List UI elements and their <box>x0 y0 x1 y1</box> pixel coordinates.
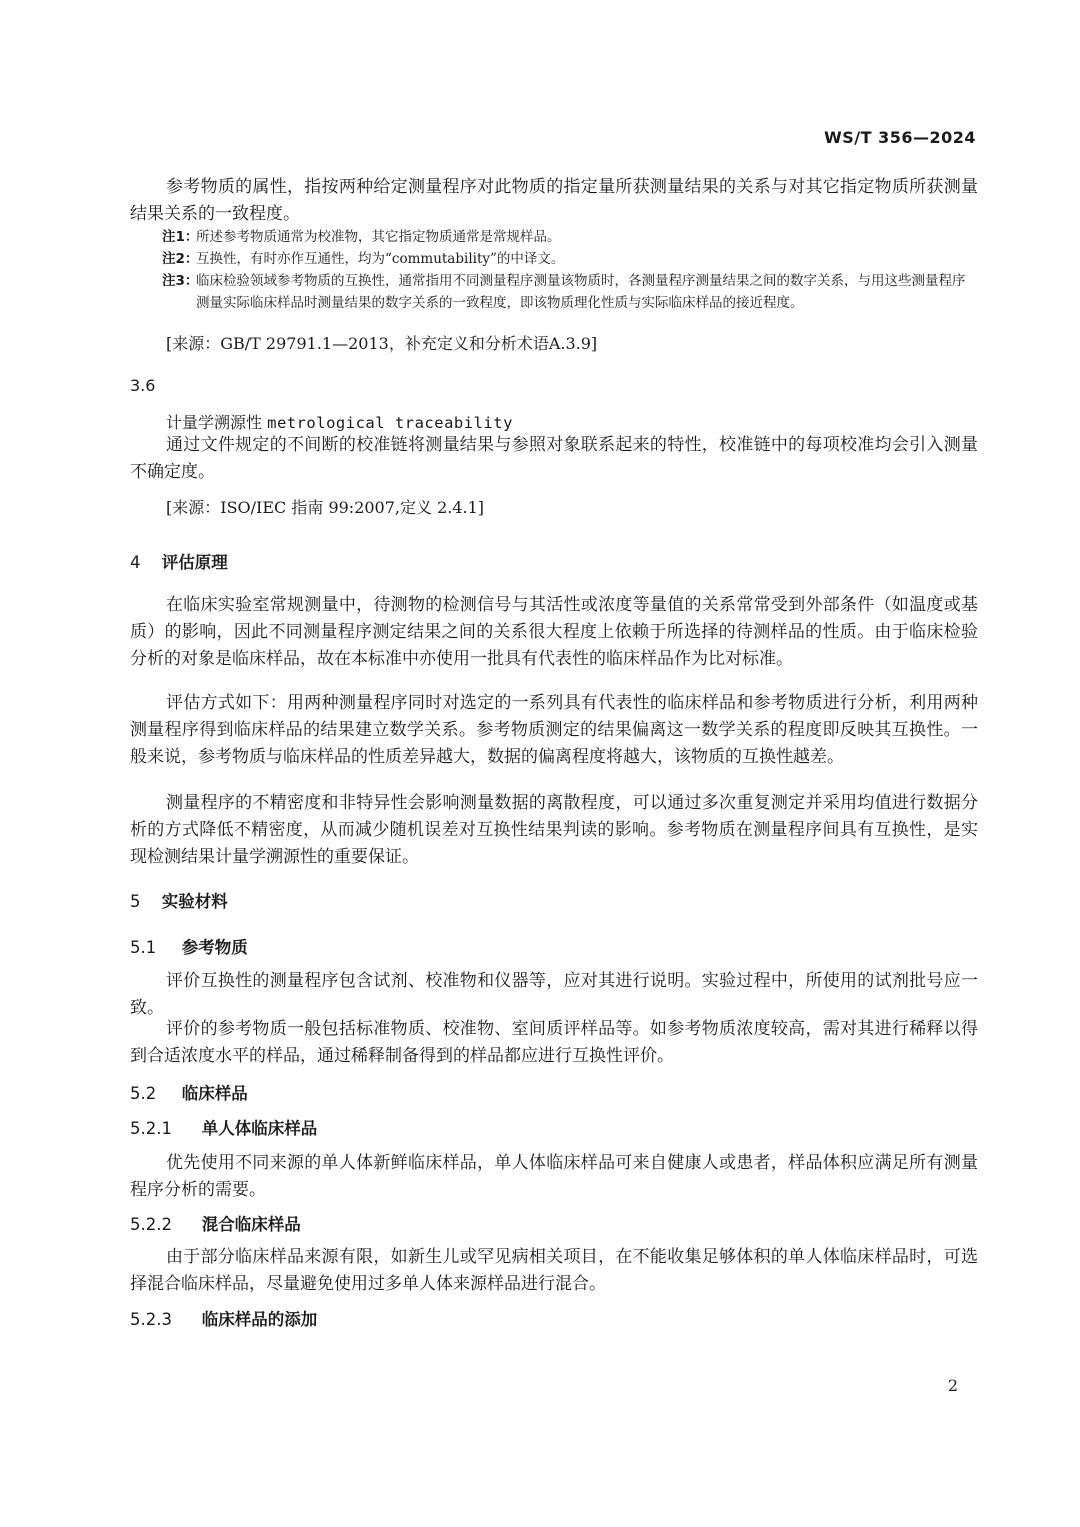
term-entry <box>166 410 513 433</box>
body-paragraph: 在临床实验室常规测量中，待测物的检测信号与其活性或浓度等量值的关系常常受到外部条件（如温度或基质）的影响，因此不同测量程序测定结果之间的关系很大程度上依赖于所选择的待测样品的性质。由于临床检验分析的对象是临床样品，故在本标准中亦使用一批具有代表性的临床样品作为比对标准。 <box>130 595 978 669</box>
clause-number: 3.6 <box>130 376 156 395</box>
standard-code: WS/T 356—2024 <box>824 128 976 147</box>
section-title: 评估原理 <box>161 553 228 572</box>
section-title: 临床样品的添加 <box>201 1310 318 1329</box>
section-title: 混合临床样品 <box>201 1215 301 1234</box>
section-heading <box>130 888 228 912</box>
section-title: 实验材料 <box>161 892 228 911</box>
section-number: 4 <box>130 553 141 572</box>
term-english: metrological traceability <box>267 414 513 432</box>
note-1 <box>162 226 978 248</box>
subsection-heading <box>130 1080 248 1104</box>
body-paragraph: 测量程序的不精密度和非特异性会影响测量数据的离散程度，可以通过多次重复测定并采用均值进行数据分析的方式降低不精密度，从而减少随机误差对互换性结果判读的影响。参考物质在测量程序间具有互换性，是实现检测结果计量学溯源性的重要保证。 <box>130 793 978 867</box>
subsection-heading <box>130 1306 317 1330</box>
subsection-heading <box>130 934 248 958</box>
subsection-heading <box>130 1211 301 1235</box>
section-number: 5.2.3 <box>130 1310 172 1329</box>
section-number: 5.2.2 <box>130 1215 172 1234</box>
note-label: 注3： <box>162 273 199 289</box>
body-paragraph: 评价的参考物质一般包括标准物质、校准物、室间质评样品等。如参考物质浓度较高，需对其进行稀释以得到合适浓度水平的样品，通过稀释制备得到的样品都应进行互换性评价。 <box>130 1019 978 1066</box>
note-text: 临床检验领域参考物质的互换性，通常指用不同测量程序测量该物质时，各测量程序测量结果之间的数字关系，与用这些测量程序测量实际临床样品时测量结果的数字关系的一致程度，即该物质理化性质与实际临床样品的接近程度。 <box>196 273 966 311</box>
section-number: 5 <box>130 892 141 911</box>
section-number: 5.2.1 <box>130 1119 172 1138</box>
body-paragraph: 评价互换性的测量程序包含试剂、校准物和仪器等，应对其进行说明。实验过程中，所使用的试剂批号应一致。 <box>130 971 978 1018</box>
note-label: 注2： <box>162 251 199 267</box>
note-text: 互换性，有时亦作互通性，均为“commutability”的中译文。 <box>196 251 565 267</box>
section-number: 5.2 <box>130 1084 157 1103</box>
note-2 <box>162 248 978 270</box>
section-number: 5.1 <box>130 938 157 957</box>
source-citation: [来源：GB/T 29791.1—2013，补充定义和分析术语A.3.9] <box>166 334 598 353</box>
source-citation: [来源：ISO/IEC 指南 99:2007,定义 2.4.1] <box>166 498 485 517</box>
body-paragraph: 评估方式如下：用两种测量程序同时对选定的一系列具有代表性的临床样品和参考物质进行分析，利用两种测量程序得到临床样品的结果建立数学关系。参考物质测定的结果偏离这一数学关系的程度即反映其互换性。一般来说，参考物质与临床样品的性质差异越大，数据的偏离程度将越大，该物质的互换性越差。 <box>130 693 978 767</box>
note-3 <box>162 270 978 314</box>
term-chinese: 计量学溯源性 <box>166 413 263 432</box>
section-heading <box>130 549 228 573</box>
definition-traceability: 通过文件规定的不间断的校准链将测量结果与参照对象联系起来的特性，校准链中的每项校准均会引入测量不确定度。 <box>130 435 978 482</box>
page-number: 2 <box>947 1376 958 1395</box>
note-text: 所述参考物质通常为校准物，其它指定物质通常是常规样品。 <box>196 229 561 245</box>
body-paragraph: 由于部分临床样品来源有限，如新生儿或罕见病相关项目，在不能收集足够体积的单人体临床样品时，可选择混合临床样品，尽量避免使用过多单人体来源样品进行混合。 <box>130 1247 978 1294</box>
note-label: 注1： <box>162 229 199 245</box>
section-title: 单人体临床样品 <box>201 1119 318 1138</box>
section-title: 临床样品 <box>181 1084 248 1103</box>
definition-commutability: 参考物质的属性，指按两种给定测量程序对此物质的指定量所获测量结果的关系与对其它指定物质所获测量结果关系的一致程度。 <box>130 177 978 224</box>
section-title: 参考物质 <box>181 938 248 957</box>
body-paragraph: 优先使用不同来源的单人体新鲜临床样品，单人体临床样品可来自健康人或患者，样品体积应满足所有测量程序分析的需要。 <box>130 1153 978 1200</box>
subsection-heading <box>130 1115 317 1139</box>
